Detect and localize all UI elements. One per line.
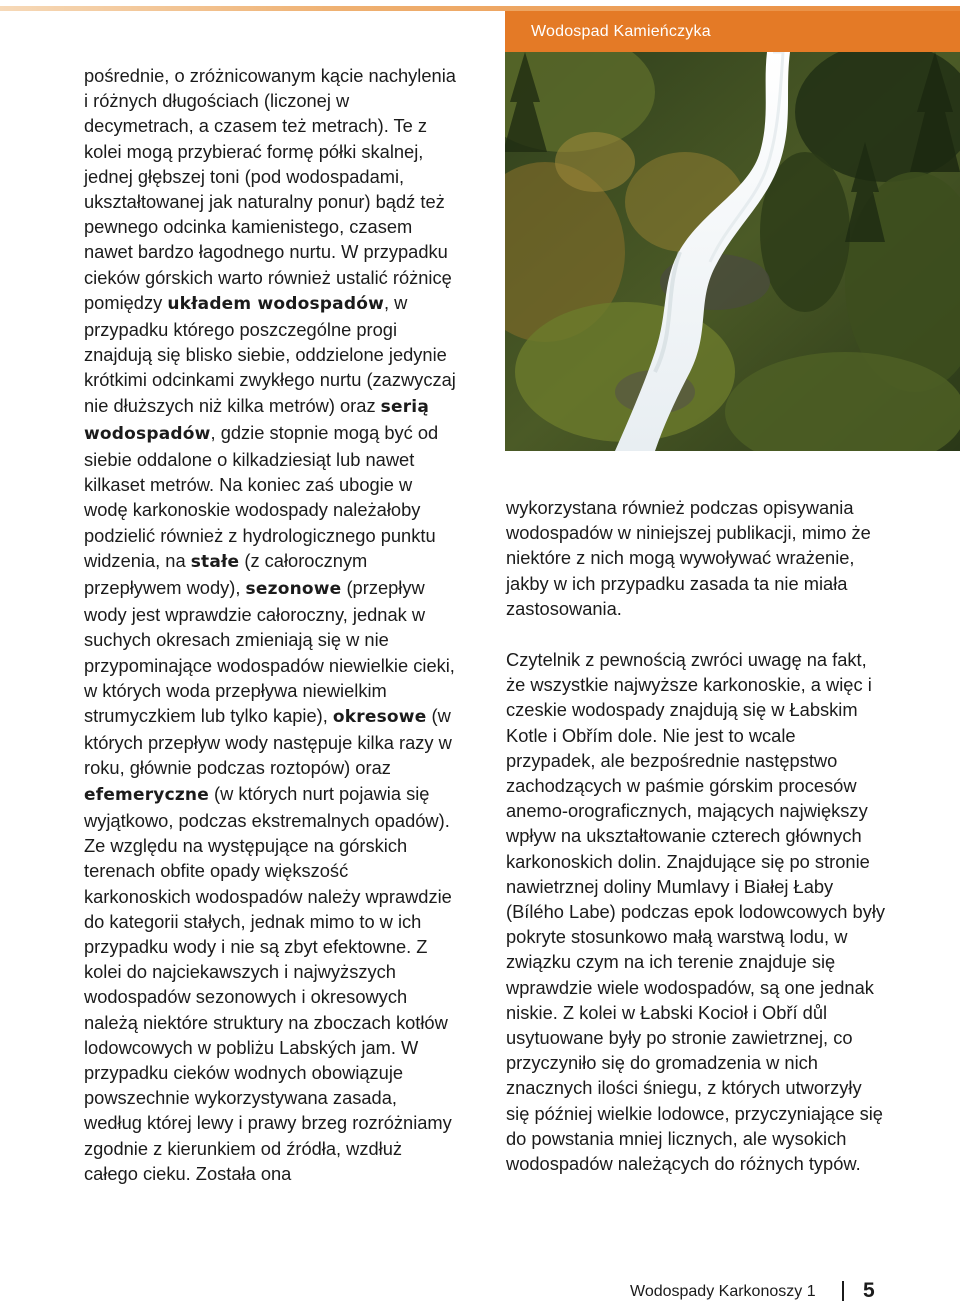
page-number: 5: [863, 1279, 875, 1302]
left-text-column: [84, 63, 456, 1186]
term-uklad-wodospadow: układem wodospadów: [167, 293, 384, 314]
right-paragraph-2: Czytelnik z pewnością zwróci uwagę na fakt, że wszystkie najwyższe karkonoskie, a więc i czeskie wodospady znajdują się w Łabskim Kotle i Obřím dole. Nie jest to wcale przypadek, ale bezpośrednie następstwo zachodzących w paśmie górskim procesów anemo-orograficznych, mających największy wpływ na ukształtowanie czterech głównych karkonoskich dolin. Znajdujące się po stronie nawietrznej doliny Mumlavy i Białej Łaby (Bílého Labe) podczas epok lodowcowych były pokryte stosunkowo małą warstwą lodu, w związku czym na ich terenie znajduje się wprawdzie wiele wodospadów, są one jednak niskie. Z kolei w Łabski Kocioł i Obří důl usytuowane były po stronie zawietrznej, co przyczyniło się do gromadzenia w nich znacznych ilości śniegu, z których utworzyły się później wielkie lodowce, przyczyniające się do powstania mniej licznych, ale wysokich wodospadów należących do różnych typów.: [506, 649, 886, 1175]
term-okresowe: okresowe: [332, 707, 427, 728]
right-text-column: [506, 495, 886, 1176]
term-sezonowe: sezonowe: [245, 579, 342, 600]
left-paragraph: pośrednie, o zróżnicowanym kącie nachylenia i różnych długościach (liczonej w decymetrach, a czasem też metrach). Te z kolei mogą przybierać formę półki skalnej, jednej głębszej toni (pod wodospadami, ukształtowanej jak naturalny ponur) bądź też pewnego odcinka kamienistego, czasem nawet bardzo łagodnego nurtu. W przypadku cieków górskich warto również ustalić różnicę pomiędzy układem wodospadów, w przypadku którego poszczególne progi znajdują się blisko siebie, oddzielone jedynie krótkimi odcinkami zwykłego nurtu (zazwyczaj nie dłuższych niż kilka metrów) oraz serią wodospadów, gdzie stopnie mogą być od siebie oddalone o kilkadziesiąt lub nawet kilkaset metrów. Na koniec zaś ubogie w wodę karkonoskie wodospady należałoby podzielić również z hydrologicznego punktu widzenia, na stałe (z całorocznym przepływem wody), sezonowe (przepływ wody jest wprawdzie całoroczny, jednak w suchych okresach zmieniają się w nie przypominające wodospadów niewielkie cieki, w których woda przepływa niewielkim strumyczkiem lub tylko kapie), okresowe (w których przepływ wody następuje kilka razy w roku, głównie podczas roztopów) oraz efemeryczne (w których nurt pojawia się wyjątkowo, podczas ekstremalnych opadów). Ze względu na występujące na górskich terenach obfite opady większość karkonoskich wodospadów należy wprawdzie do kategorii stałych, jednak mimo to w ich przypadku wody i nie są zbyt efektowne. Z kolei do najciekawszych i najwyższych wodospadów sezonowych i okresowych należą niektóre struktury na zboczach kotłów lodowcowych w pobliżu Labských jam. W przypadku cieków wodnych obowiązuje powszechnie wykorzystywana zasada, według której lewy i prawy brzeg rozróżniamy zgodnie z kierunkiem od źródła, wzdłuż całego cieku. Została ona: [84, 65, 456, 1184]
waterfall-photo: [505, 52, 960, 451]
footer-divider: [842, 1281, 844, 1301]
footer-title: Wodospady Karkonoszy 1: [630, 1283, 816, 1300]
left-paragraph-tail: (w których nurt pojawia się wyjątkowo, podczas ekstremalnych opadów). Ze względu na występujące na górskich terenach obfite opady większość karkonoskich wodospadów należy wprawdzie do kategorii stałych, jednak mimo to w ich przypadku wody i nie są zbyt efektowne. Z kolei do najciekawszych i najwyższych wodospadów sezonowych i okresowych należą niektóre struktury na zboczach kotłów lodowcowych w pobliżu Labských jam. W przypadku cieków wodnych obowiązuje powszechnie wykorzystywana zasada, według której lewy i prawy brzeg rozróżniamy zgodnie z kierunkiem od źródła, wzdłuż całego cieku. Została ona: [84, 782, 452, 1184]
term-seria-wodospadow: serią wodospadów: [84, 396, 430, 444]
right-paragraph-1: wykorzystana również podczas opisywania wodospadów w niniejszej publikacji, mimo że niektóre z nich mogą wywoływać wrażenie, jakby w ich przypadku zasada ta nie miała zastosowania.: [506, 497, 871, 619]
term-efemeryczne: efemeryczne: [84, 784, 209, 805]
photo-caption: Wodospad Kamieńczyka: [505, 11, 960, 52]
page-footer: [630, 1278, 875, 1306]
term-stale: stałe: [190, 551, 240, 572]
